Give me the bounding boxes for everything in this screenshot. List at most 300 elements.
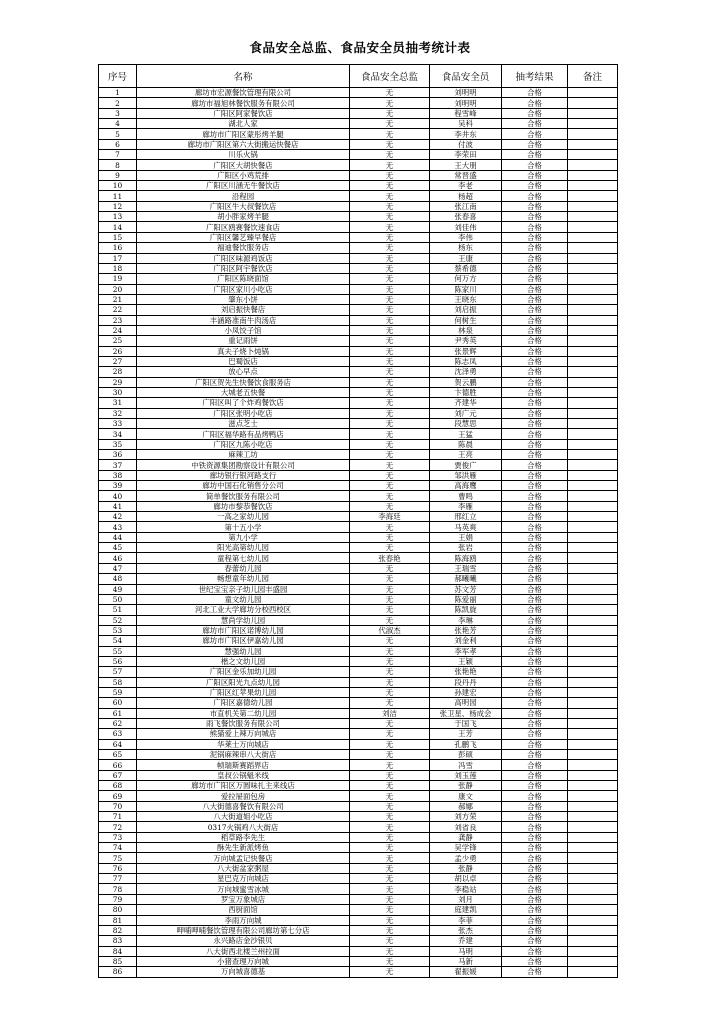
cell-result: 合格 — [502, 905, 568, 915]
cell-remarks — [568, 812, 618, 822]
cell-index: 39 — [99, 481, 137, 491]
cell-result: 合格 — [502, 460, 568, 470]
table-row — [99, 656, 618, 666]
cell-name: 广阳区阳光九点幼儿园 — [137, 677, 350, 687]
cell-remarks — [568, 263, 618, 273]
cell-remarks — [568, 594, 618, 604]
statistics-table — [98, 64, 618, 978]
cell-safety-director: 无 — [350, 791, 430, 801]
cell-safety-officer: 张静 — [430, 781, 502, 791]
cell-name: 麻辣工坊 — [137, 450, 350, 460]
cell-safety-director: 无 — [350, 429, 430, 439]
cell-safety-director: 无 — [350, 325, 430, 335]
cell-result: 合格 — [502, 770, 568, 780]
cell-index: 61 — [99, 708, 137, 718]
cell-result: 合格 — [502, 284, 568, 294]
cell-index: 57 — [99, 667, 137, 677]
cell-index: 18 — [99, 263, 137, 273]
cell-result: 合格 — [502, 439, 568, 449]
table-row — [99, 625, 618, 635]
cell-safety-officer: 李雁 — [430, 501, 502, 511]
cell-index: 44 — [99, 532, 137, 542]
cell-safety-officer: 郝娜 — [430, 801, 502, 811]
cell-remarks — [568, 853, 618, 863]
cell-result: 合格 — [502, 822, 568, 832]
table-row — [99, 201, 618, 211]
table-row — [99, 874, 618, 884]
cell-safety-director: 无 — [350, 119, 430, 129]
cell-index: 7 — [99, 150, 137, 160]
cell-index: 68 — [99, 781, 137, 791]
cell-index: 55 — [99, 646, 137, 656]
cell-index: 76 — [99, 863, 137, 873]
cell-name: 刘启振快餐店 — [137, 305, 350, 315]
cell-result: 合格 — [502, 874, 568, 884]
cell-safety-officer: 沈泽勇 — [430, 367, 502, 377]
cell-safety-director: 无 — [350, 781, 430, 791]
cell-result: 合格 — [502, 212, 568, 222]
cell-index: 6 — [99, 139, 137, 149]
cell-safety-officer: 乔建 — [430, 936, 502, 946]
table-row — [99, 750, 618, 760]
cell-remarks — [568, 170, 618, 180]
table-row — [99, 222, 618, 232]
cell-result: 合格 — [502, 687, 568, 697]
cell-safety-director: 无 — [350, 915, 430, 925]
cell-index: 65 — [99, 750, 137, 760]
cell-remarks — [568, 160, 618, 170]
cell-safety-officer: 孙建宏 — [430, 687, 502, 697]
table-header-row — [99, 65, 618, 88]
cell-safety-director: 无 — [350, 884, 430, 894]
cell-safety-director: 无 — [350, 936, 430, 946]
cell-index: 67 — [99, 770, 137, 780]
cell-name: 0317火锅鸡八大街店 — [137, 822, 350, 832]
table-row — [99, 139, 618, 149]
cell-safety-officer: 贺云鹏 — [430, 377, 502, 387]
cell-name: 慧尚学幼儿园 — [137, 615, 350, 625]
cell-remarks — [568, 294, 618, 304]
cell-remarks — [568, 460, 618, 470]
cell-safety-officer: 彭硕 — [430, 750, 502, 760]
cell-result: 合格 — [502, 139, 568, 149]
cell-safety-officer: 孔鹏飞 — [430, 739, 502, 749]
cell-remarks — [568, 574, 618, 584]
table-body — [99, 88, 618, 978]
cell-safety-director: 无 — [350, 863, 430, 873]
cell-safety-director: 无 — [350, 181, 430, 191]
cell-result: 合格 — [502, 356, 568, 366]
cell-name: 大城老五快餐 — [137, 387, 350, 397]
cell-index: 12 — [99, 201, 137, 211]
cell-name: 廊坊银行银河路支行 — [137, 470, 350, 480]
cell-index: 30 — [99, 387, 137, 397]
cell-remarks — [568, 936, 618, 946]
table-row — [99, 708, 618, 718]
cell-safety-officer: 常晋盛 — [430, 170, 502, 180]
cell-safety-officer: 张岩 — [430, 543, 502, 553]
cell-remarks — [568, 532, 618, 542]
cell-name: 重记雨饼 — [137, 336, 350, 346]
cell-remarks — [568, 336, 618, 346]
cell-remarks — [568, 356, 618, 366]
cell-safety-officer: 李稳站 — [430, 884, 502, 894]
cell-name: 巴蜀饭店 — [137, 356, 350, 366]
cell-safety-officer: 刘启振 — [430, 305, 502, 315]
cell-safety-director: 无 — [350, 408, 430, 418]
cell-safety-officer: 张艳芳 — [430, 625, 502, 635]
table-row — [99, 615, 618, 625]
cell-result: 合格 — [502, 843, 568, 853]
cell-name: 廊坊市广阳区诺博幼儿园 — [137, 625, 350, 635]
cell-safety-director: 无 — [350, 356, 430, 366]
cell-result: 合格 — [502, 274, 568, 284]
cell-safety-director: 无 — [350, 88, 430, 98]
cell-safety-director: 无 — [350, 212, 430, 222]
cell-name: 廊坊市广阳区第六大街搬运快餐店 — [137, 139, 350, 149]
cell-remarks — [568, 88, 618, 98]
cell-remarks — [568, 791, 618, 801]
table-row — [99, 98, 618, 108]
cell-name: 童文幼儿园 — [137, 594, 350, 604]
cell-name: 廊坊市广阳区蒙彤烤羊腿 — [137, 129, 350, 139]
cell-name: 万向城喜德基 — [137, 967, 350, 977]
cell-result: 合格 — [502, 750, 568, 760]
cell-remarks — [568, 915, 618, 925]
cell-safety-director: 无 — [350, 594, 430, 604]
cell-safety-director: 无 — [350, 822, 430, 832]
cell-safety-director: 无 — [350, 501, 430, 511]
cell-remarks — [568, 636, 618, 646]
cell-safety-officer: 刘金利 — [430, 636, 502, 646]
cell-name: 酥先生新派烤鱼 — [137, 843, 350, 853]
cell-result: 合格 — [502, 894, 568, 904]
column-header-safety-officer: 食品安全员 — [430, 65, 502, 88]
cell-safety-director: 无 — [350, 160, 430, 170]
table-row — [99, 150, 618, 160]
cell-index: 2 — [99, 98, 137, 108]
cell-result: 合格 — [502, 336, 568, 346]
cell-name: 广阳区叫了个炸鸡餐饮店 — [137, 398, 350, 408]
table-row — [99, 801, 618, 811]
cell-result: 合格 — [502, 584, 568, 594]
cell-safety-director: 无 — [350, 574, 430, 584]
cell-index: 58 — [99, 677, 137, 687]
cell-remarks — [568, 481, 618, 491]
cell-safety-director: 无 — [350, 605, 430, 615]
table-row — [99, 636, 618, 646]
table-row — [99, 925, 618, 935]
cell-remarks — [568, 253, 618, 263]
cell-result: 合格 — [502, 801, 568, 811]
cell-safety-officer: 苏文芳 — [430, 584, 502, 594]
cell-result: 合格 — [502, 677, 568, 687]
cell-safety-officer: 邢红立 — [430, 512, 502, 522]
cell-result: 合格 — [502, 98, 568, 108]
cell-remarks — [568, 698, 618, 708]
table-row — [99, 946, 618, 956]
cell-index: 22 — [99, 305, 137, 315]
cell-name: 廊坊市广阳区伊嘉幼儿园 — [137, 636, 350, 646]
cell-safety-director: 无 — [350, 481, 430, 491]
cell-index: 5 — [99, 129, 137, 139]
cell-result: 合格 — [502, 574, 568, 584]
cell-index: 71 — [99, 812, 137, 822]
cell-index: 42 — [99, 512, 137, 522]
cell-remarks — [568, 894, 618, 904]
cell-index: 25 — [99, 336, 137, 346]
cell-index: 37 — [99, 460, 137, 470]
cell-safety-director: 无 — [350, 336, 430, 346]
cell-safety-officer: 高明园 — [430, 698, 502, 708]
cell-name: 雨飞餐饮服务有限公司 — [137, 718, 350, 728]
table-row — [99, 181, 618, 191]
cell-name: 楷之文幼儿园 — [137, 656, 350, 666]
cell-result: 合格 — [502, 294, 568, 304]
table-row — [99, 894, 618, 904]
cell-safety-director: 无 — [350, 450, 430, 460]
cell-remarks — [568, 750, 618, 760]
cell-result: 合格 — [502, 667, 568, 677]
cell-remarks — [568, 377, 618, 387]
table-row — [99, 574, 618, 584]
cell-name: 廊坊市福旭林餐饮服务有限公司 — [137, 98, 350, 108]
cell-name: 广阳区阿家餐饮店 — [137, 108, 350, 118]
cell-name: 罗宝万象城店 — [137, 894, 350, 904]
cell-index: 74 — [99, 843, 137, 853]
cell-safety-director: 无 — [350, 543, 430, 553]
cell-name: 畅想童年幼儿园 — [137, 574, 350, 584]
cell-name: 肇东小饼 — [137, 294, 350, 304]
cell-safety-officer: 王康 — [430, 253, 502, 263]
cell-index: 38 — [99, 470, 137, 480]
cell-remarks — [568, 522, 618, 532]
cell-safety-officer: 张江南 — [430, 201, 502, 211]
cell-index: 52 — [99, 615, 137, 625]
table-row — [99, 760, 618, 770]
cell-result: 合格 — [502, 305, 568, 315]
cell-remarks — [568, 708, 618, 718]
cell-name: 一高之家幼儿园 — [137, 512, 350, 522]
cell-result: 合格 — [502, 625, 568, 635]
cell-safety-officer: 王娟 — [430, 532, 502, 542]
cell-safety-officer: 吴科 — [430, 119, 502, 129]
cell-name: 真夫子烧卜炖锅 — [137, 346, 350, 356]
table-row — [99, 274, 618, 284]
cell-index: 46 — [99, 553, 137, 563]
table-row — [99, 967, 618, 977]
table-row — [99, 460, 618, 470]
cell-name: 童程第七幼儿园 — [137, 553, 350, 563]
cell-index: 63 — [99, 729, 137, 739]
cell-safety-officer: 马明 — [430, 946, 502, 956]
table-row — [99, 170, 618, 180]
cell-safety-officer: 王亮 — [430, 450, 502, 460]
cell-result: 合格 — [502, 812, 568, 822]
cell-index: 81 — [99, 915, 137, 925]
cell-name: 广阳区馨艺臻早餐店 — [137, 232, 350, 242]
table-row — [99, 315, 618, 325]
cell-result: 合格 — [502, 450, 568, 460]
cell-index: 86 — [99, 967, 137, 977]
cell-remarks — [568, 770, 618, 780]
cell-safety-officer: 段丹丹 — [430, 677, 502, 687]
cell-remarks — [568, 222, 618, 232]
cell-safety-officer: 胡以卓 — [430, 874, 502, 884]
table-row — [99, 884, 618, 894]
cell-safety-director: 无 — [350, 294, 430, 304]
cell-name: 世纪宝宝亲子幼儿园丰盛园 — [137, 584, 350, 594]
cell-index: 72 — [99, 822, 137, 832]
cell-remarks — [568, 119, 618, 129]
table-row — [99, 450, 618, 460]
cell-remarks — [568, 905, 618, 915]
cell-remarks — [568, 667, 618, 677]
table-row — [99, 398, 618, 408]
cell-remarks — [568, 605, 618, 615]
cell-safety-officer: 何树生 — [430, 315, 502, 325]
cell-safety-officer: 马新 — [430, 956, 502, 966]
table-row — [99, 822, 618, 832]
cell-safety-officer: 张景辉 — [430, 346, 502, 356]
cell-name: 永兴路店金沙银贝 — [137, 936, 350, 946]
cell-result: 合格 — [502, 832, 568, 842]
cell-remarks — [568, 967, 618, 977]
table-row — [99, 232, 618, 242]
cell-index: 73 — [99, 832, 137, 842]
table-row — [99, 563, 618, 573]
cell-remarks — [568, 346, 618, 356]
cell-safety-director: 无 — [350, 460, 430, 470]
cell-name: 慧强幼儿园 — [137, 646, 350, 656]
cell-safety-officer: 齐建华 — [430, 398, 502, 408]
cell-remarks — [568, 956, 618, 966]
table-row — [99, 832, 618, 842]
cell-remarks — [568, 491, 618, 501]
cell-safety-officer: 刘广元 — [430, 408, 502, 418]
cell-result: 合格 — [502, 129, 568, 139]
cell-remarks — [568, 801, 618, 811]
cell-name: 广阳区嘉德幼儿园 — [137, 698, 350, 708]
table-row — [99, 739, 618, 749]
cell-index: 34 — [99, 429, 137, 439]
table-row — [99, 594, 618, 604]
cell-remarks — [568, 398, 618, 408]
cell-remarks — [568, 232, 618, 242]
table-row — [99, 905, 618, 915]
cell-remarks — [568, 946, 618, 956]
cell-remarks — [568, 543, 618, 553]
table-row — [99, 543, 618, 553]
cell-safety-officer: 邹洪雁 — [430, 470, 502, 480]
cell-safety-officer: 刘明明 — [430, 98, 502, 108]
cell-remarks — [568, 284, 618, 294]
cell-name: 第十五小学 — [137, 522, 350, 532]
cell-safety-officer: 李琳 — [430, 615, 502, 625]
cell-safety-director: 无 — [350, 170, 430, 180]
table-row — [99, 470, 618, 480]
cell-safety-director: 无 — [350, 346, 430, 356]
table-row — [99, 346, 618, 356]
cell-remarks — [568, 718, 618, 728]
cell-safety-director: 无 — [350, 243, 430, 253]
cell-safety-director: 无 — [350, 367, 430, 377]
cell-index: 56 — [99, 656, 137, 666]
cell-safety-director: 无 — [350, 522, 430, 532]
cell-name: 第九小学 — [137, 532, 350, 542]
cell-result: 合格 — [502, 191, 568, 201]
cell-name: 廊坊市黎恭餐饮店 — [137, 501, 350, 511]
cell-result: 合格 — [502, 915, 568, 925]
cell-index: 47 — [99, 563, 137, 573]
cell-safety-director: 无 — [350, 718, 430, 728]
table-row — [99, 812, 618, 822]
cell-remarks — [568, 243, 618, 253]
cell-index: 23 — [99, 315, 137, 325]
cell-result: 合格 — [502, 491, 568, 501]
table-row — [99, 325, 618, 335]
table-row — [99, 646, 618, 656]
cell-result: 合格 — [502, 160, 568, 170]
table-row — [99, 687, 618, 697]
cell-index: 40 — [99, 491, 137, 501]
cell-name: 市直机关第二幼儿园 — [137, 708, 350, 718]
table-row — [99, 853, 618, 863]
cell-remarks — [568, 98, 618, 108]
cell-index: 31 — [99, 398, 137, 408]
cell-name: 西厨面馆 — [137, 905, 350, 915]
cell-name: 小猪查理万向城 — [137, 956, 350, 966]
cell-safety-director: 无 — [350, 739, 430, 749]
cell-safety-director: 无 — [350, 667, 430, 677]
cell-remarks — [568, 129, 618, 139]
cell-name: 广阳区九陈小吃店 — [137, 439, 350, 449]
cell-index: 51 — [99, 605, 137, 615]
cell-name: 川乐火锅 — [137, 150, 350, 160]
cell-safety-director: 无 — [350, 232, 430, 242]
cell-safety-officer: 刘方荣 — [430, 812, 502, 822]
cell-result: 合格 — [502, 967, 568, 977]
table-row — [99, 212, 618, 222]
cell-name: 广阳区味源鸡饭店 — [137, 253, 350, 263]
table-row — [99, 729, 618, 739]
cell-index: 3 — [99, 108, 137, 118]
cell-index: 54 — [99, 636, 137, 646]
cell-name: 稻草路李先生 — [137, 832, 350, 842]
cell-safety-director: 无 — [350, 874, 430, 884]
cell-name: 华莱士万向城店 — [137, 739, 350, 749]
cell-safety-director: 李海廷 — [350, 512, 430, 522]
cell-safety-officer: 王晓东 — [430, 294, 502, 304]
cell-safety-officer: 庭建凯 — [430, 905, 502, 915]
cell-name: 滋点芝士 — [137, 419, 350, 429]
cell-remarks — [568, 212, 618, 222]
table-row — [99, 108, 618, 118]
cell-safety-director: 无 — [350, 274, 430, 284]
table-row — [99, 439, 618, 449]
cell-name: 帧瑞斯赛蹈界店 — [137, 760, 350, 770]
cell-name: 熊猫爱上辣万向城店 — [137, 729, 350, 739]
cell-remarks — [568, 325, 618, 335]
table-row — [99, 553, 618, 563]
cell-name: 广阳区陈晓面馆 — [137, 274, 350, 284]
table-row — [99, 419, 618, 429]
cell-index: 45 — [99, 543, 137, 553]
cell-name: 放心早点 — [137, 367, 350, 377]
cell-remarks — [568, 450, 618, 460]
cell-name: 呷哺呷哺餐饮管理有限公司廊坊第七分店 — [137, 925, 350, 935]
cell-index: 15 — [99, 232, 137, 242]
